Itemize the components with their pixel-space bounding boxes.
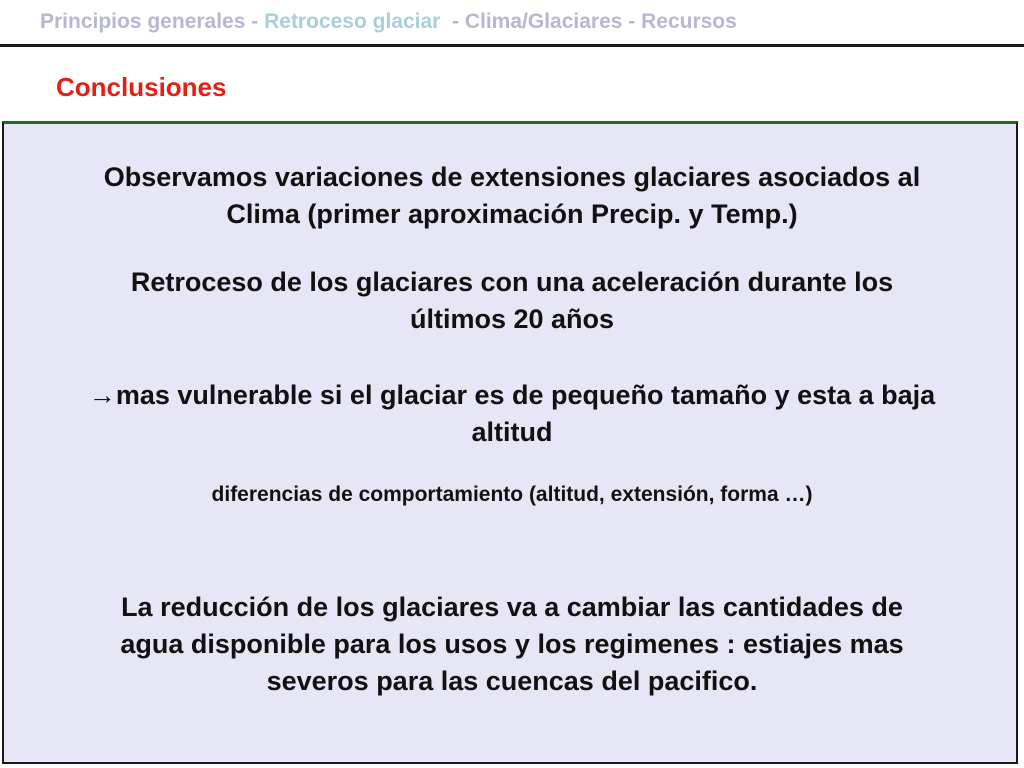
paragraph-line: diferencias de comportamiento (altitud, extensión, forma …): [211, 483, 813, 506]
breadcrumb-item-clima-recursos[interactable]: - Clima/Glaciares - Recursos: [440, 10, 737, 33]
breadcrumb-item-principios[interactable]: Principios generales -: [40, 10, 265, 33]
conclusion-paragraph-3: [4, 377, 1020, 451]
conclusion-paragraph-1: [4, 159, 1020, 233]
paragraph-line: agua disponible para los usos y los regimenes : estiajes mas: [120, 629, 904, 659]
paragraph-line: altitud: [471, 417, 553, 447]
page-title: Conclusiones: [56, 72, 227, 102]
paragraph-line: severos para las cuencas del pacifico.: [266, 666, 758, 696]
paragraph-line: La reducción de los glaciares va a cambiar las cantidades de: [121, 592, 903, 622]
conclusion-paragraph-2: [4, 264, 1020, 338]
conclusion-paragraph-4: [4, 480, 1020, 510]
paragraph-line: Clima (primer aproximación Precip. y Temp.): [226, 199, 798, 229]
paragraph-line: Retroceso de los glaciares con una aceleración durante los: [130, 267, 894, 297]
breadcrumb-item-retroceso[interactable]: Retroceso glaciar: [264, 10, 441, 33]
conclusion-paragraph-5: [4, 589, 1020, 700]
paragraph-line: Observamos variaciones de extensiones glaciares asociados al: [103, 162, 921, 192]
breadcrumb: [40, 8, 737, 36]
conclusions-box: [2, 121, 1018, 764]
header-divider: [0, 44, 1024, 47]
paragraph-line: últimos 20 años: [409, 304, 615, 334]
paragraph-line: →mas vulnerable si el glaciar es de pequeño tamaño y esta a baja: [88, 380, 936, 410]
